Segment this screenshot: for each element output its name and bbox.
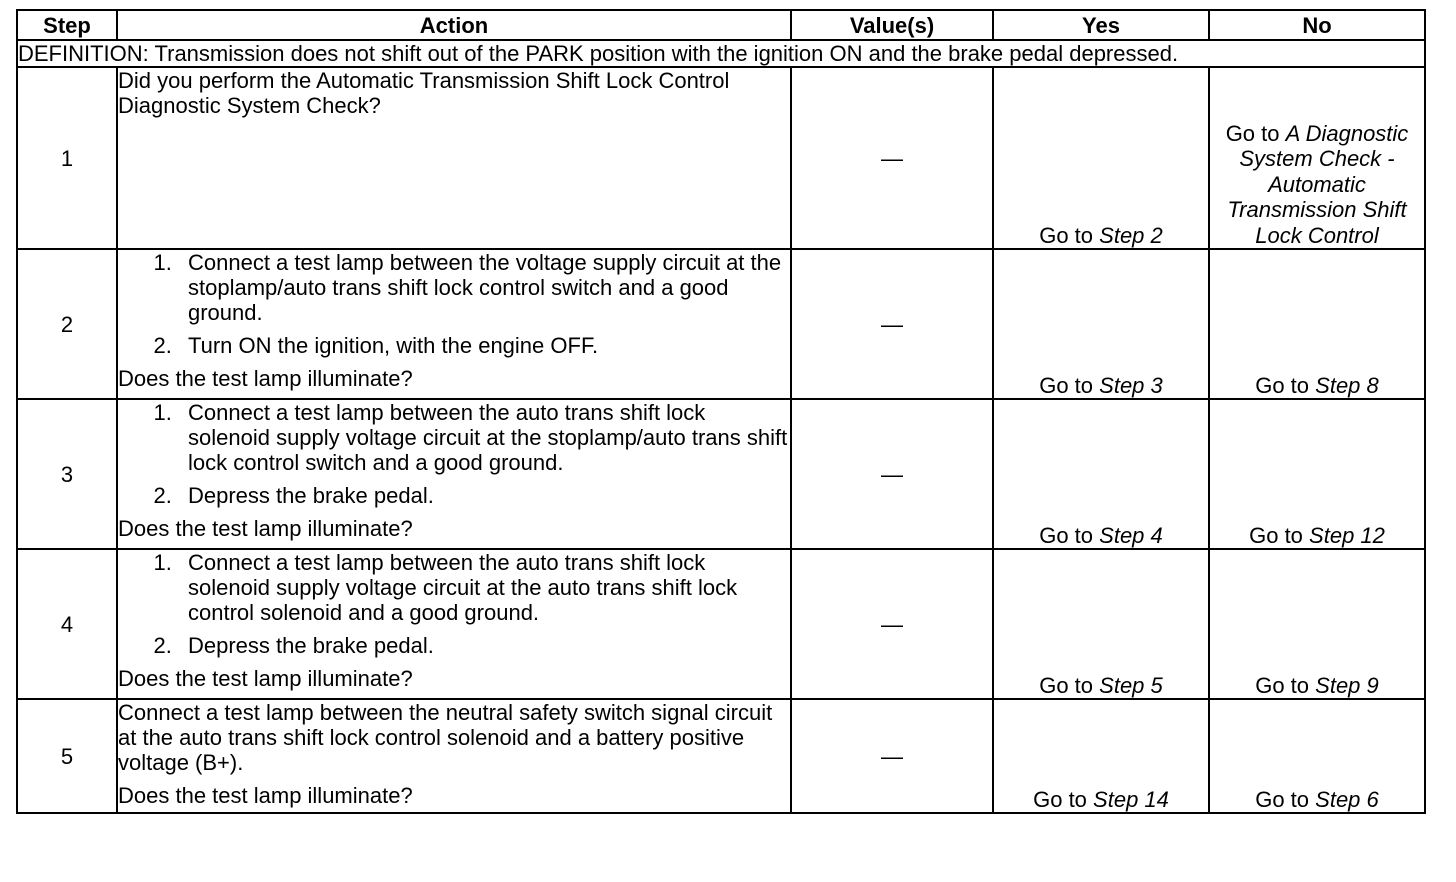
table-row xyxy=(17,249,1425,399)
yes-prefix: Go to xyxy=(1039,523,1094,548)
yes-prefix: Go to xyxy=(1039,673,1094,698)
no-cell xyxy=(1209,549,1425,699)
yes-cell xyxy=(993,249,1209,399)
substep-item: 2. Depress the brake pedal. xyxy=(178,483,790,508)
substep-item: 2. Turn ON the ignition, with the engine OFF. xyxy=(178,333,790,358)
action-question: Does the test lamp illuminate? xyxy=(118,366,413,391)
value-cell: — xyxy=(791,699,993,813)
value-cell: — xyxy=(791,67,993,249)
table-row xyxy=(17,67,1425,249)
table-row xyxy=(17,699,1425,813)
action-cell xyxy=(117,399,791,549)
yes-link[interactable]: Step 4 xyxy=(1099,523,1163,548)
no-prefix: Go to xyxy=(1255,673,1310,698)
definition-text: DEFINITION: Transmission does not shift out of the PARK position with the ignition ON and the brake pedal depressed. xyxy=(17,40,1425,67)
yes-cell xyxy=(993,699,1209,813)
substep-item: 1. Connect a test lamp between the auto trans shift lock solenoid supply voltage circuit at the auto trans shift lock control solenoid and a good ground. xyxy=(178,550,790,625)
step-number: 2 xyxy=(17,249,117,399)
definition-row xyxy=(17,40,1425,67)
substep-item: 1. Connect a test lamp between the auto trans shift lock solenoid supply voltage circuit at the stoplamp/auto trans shift lock control switch and a good ground. xyxy=(178,400,790,475)
action-cell xyxy=(117,249,791,399)
yes-link[interactable]: Step 14 xyxy=(1093,787,1169,812)
action-question: Does the test lamp illuminate? xyxy=(118,516,413,541)
table-row xyxy=(17,549,1425,699)
substep-list xyxy=(118,400,790,508)
no-prefix: Go to xyxy=(1249,523,1303,548)
no-link[interactable]: A Diagnostic System Check - Automatic Transmission Shift Lock Control xyxy=(1227,120,1409,248)
no-cell xyxy=(1209,699,1425,813)
header-no: No xyxy=(1209,10,1425,40)
yes-prefix: Go to xyxy=(1039,223,1094,248)
no-link[interactable]: Step 6 xyxy=(1315,787,1379,812)
no-prefix: Go to xyxy=(1255,373,1310,398)
yes-cell xyxy=(993,67,1209,249)
action-question: Does the test lamp illuminate? xyxy=(118,783,413,808)
action-cell xyxy=(117,699,791,813)
header-row xyxy=(17,10,1425,40)
header-yes: Yes xyxy=(993,10,1209,40)
action-intro: Did you perform the Automatic Transmission Shift Lock Control Diagnostic System Check? xyxy=(118,68,730,118)
substep-list xyxy=(118,250,790,358)
no-link[interactable]: Step 8 xyxy=(1315,373,1379,398)
no-link[interactable]: Step 9 xyxy=(1315,673,1379,698)
no-cell xyxy=(1209,399,1425,549)
yes-prefix: Go to xyxy=(1039,373,1094,398)
diagnostic-table xyxy=(16,9,1426,814)
value-cell: — xyxy=(791,399,993,549)
value-cell: — xyxy=(791,549,993,699)
yes-cell xyxy=(993,399,1209,549)
no-cell xyxy=(1209,249,1425,399)
no-prefix: Go to xyxy=(1255,787,1310,812)
yes-cell xyxy=(993,549,1209,699)
step-number: 3 xyxy=(17,399,117,549)
header-step: Step xyxy=(17,10,117,40)
header-action: Action xyxy=(117,10,791,40)
action-cell xyxy=(117,67,791,249)
value-cell: — xyxy=(791,249,993,399)
yes-link[interactable]: Step 5 xyxy=(1099,673,1163,698)
table-row xyxy=(17,399,1425,549)
action-question: Does the test lamp illuminate? xyxy=(118,666,413,691)
yes-link[interactable]: Step 2 xyxy=(1099,223,1163,248)
step-number: 4 xyxy=(17,549,117,699)
yes-link[interactable]: Step 3 xyxy=(1099,373,1163,398)
no-prefix: Go to xyxy=(1225,120,1280,146)
no-link[interactable]: Step 12 xyxy=(1309,523,1385,548)
substep-item: 1. Connect a test lamp between the voltage supply circuit at the stoplamp/auto trans shift lock control switch and a good ground. xyxy=(178,250,790,325)
yes-prefix: Go to xyxy=(1033,787,1087,812)
substep-item: 2. Depress the brake pedal. xyxy=(178,633,790,658)
action-intro: Connect a test lamp between the neutral safety switch signal circuit at the auto trans shift lock control solenoid and a battery positive voltage (B+). xyxy=(118,700,773,775)
step-number: 1 xyxy=(17,67,117,249)
header-values: Value(s) xyxy=(791,10,993,40)
no-cell xyxy=(1209,67,1425,249)
step-number: 5 xyxy=(17,699,117,813)
substep-list xyxy=(118,550,790,658)
action-cell xyxy=(117,549,791,699)
